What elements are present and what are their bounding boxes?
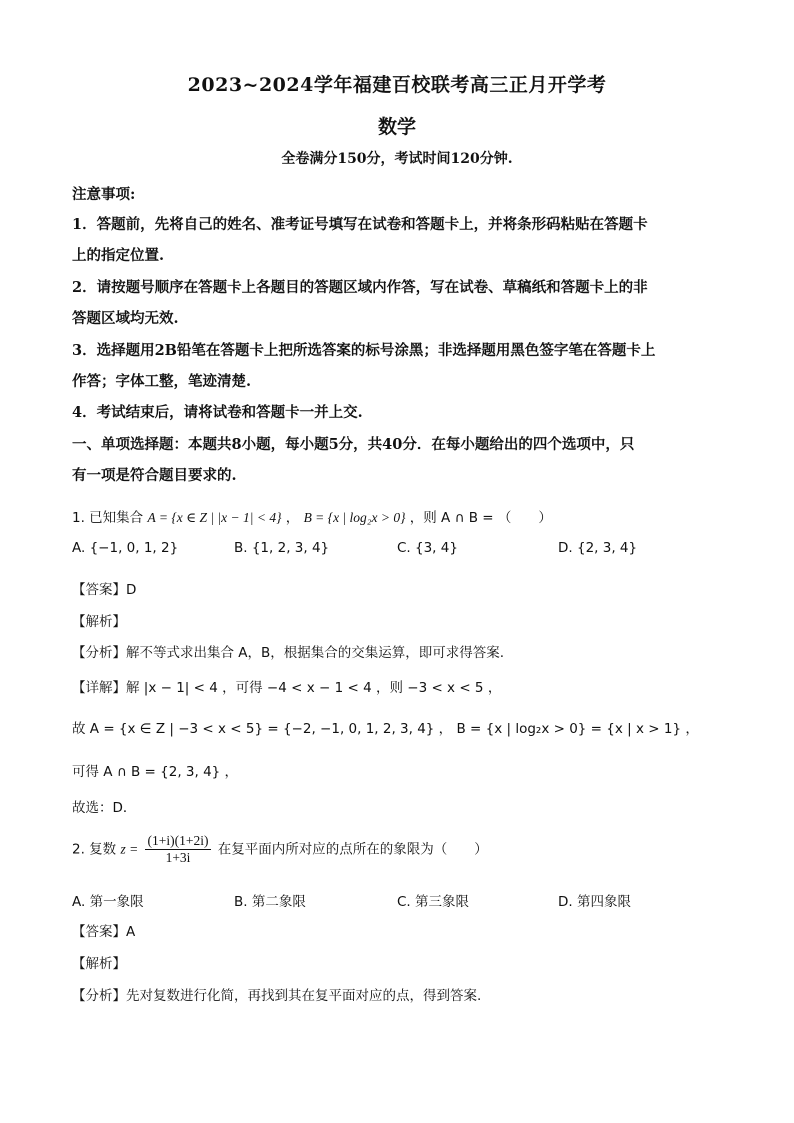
q2-option-b: B. 第二象限 <box>234 894 306 910</box>
q2-jiexi-label: 【解析】 <box>72 956 126 972</box>
q1-analysis: 【分析】解不等式求出集合 A，B，根据集合的交集运算，即可求得答案. <box>72 645 505 661</box>
q1-option-a: A. {−1, 0, 1, 2} <box>72 540 179 556</box>
note-3-line-1: 3．选择题用2B铅笔在答题卡上把所选答案的标号涂黑；非选择题用黑色签字笔在答题卡上 <box>72 342 656 359</box>
q2-prefix: 2. 复数 <box>72 841 117 858</box>
q1-detail-2: 故 A = {x ∈ Z | −3 < x < 5} = {−2, −1, 0, 1, 2, 3, 4} ， B = {x | log₂x > 0} = {x | x > 1} ， <box>72 721 699 737</box>
q2-fraction-numerator: (1+i)(1+2i) <box>145 833 212 850</box>
notes-heading: 注意事项: <box>72 186 136 203</box>
q1-suffix: ，则 A ∩ B = （ ） <box>409 510 552 526</box>
q2-fraction <box>145 833 212 866</box>
q2-z: z = <box>120 841 139 857</box>
q1-detail-4: 故选：D． <box>72 800 137 816</box>
q2-option-d: D. 第四象限 <box>558 894 631 910</box>
question-1-stem: 1. 已知集合 A = {x ∈ Z | |x − 1| < 4} ， B = {x | log₂x > 0} ，则 A ∩ B = （ ） <box>72 510 552 526</box>
q1-detail-3: 可得 A ∩ B = {2, 3, 4} ， <box>72 764 239 780</box>
exam-title: 2023~2024学年福建百校联考高三正月开学考 <box>187 74 607 96</box>
q1-set-b: B = {x | log₂x > 0} <box>303 510 406 525</box>
note-1-line-1: 1．答题前，先将自己的姓名、准考证号填写在试卷和答题卡上，并将条形码粘贴在答题卡 <box>72 216 648 233</box>
note-2-line-1: 2．请按题号顺序在答题卡上各题目的答题区域内作答，写在试卷、草稿纸和答题卡上的非 <box>72 279 648 296</box>
question-2-stem <box>72 833 722 866</box>
q1-set-a: A = {x ∈ Z | |x − 1| < 4} <box>147 510 282 525</box>
note-2-line-2: 答题区域均无效. <box>72 310 179 327</box>
subject-title: 数学 <box>377 116 416 138</box>
q1-answer: 【答案】D <box>72 582 137 598</box>
q1-prefix: 1. 已知集合 <box>72 510 144 526</box>
q1-detail-1: 【详解】解 |x − 1| < 4 ，可得 −4 < x − 1 < 4 ，则 −3 < x < 5 ， <box>72 680 502 696</box>
q2-analysis: 【分析】先对复数进行化简，再找到其在复平面对应的点，得到答案. <box>72 988 482 1004</box>
note-1-line-2: 上的指定位置. <box>72 247 165 264</box>
section-heading-line-2: 有一项是符合题目要求的. <box>72 467 237 484</box>
exam-info: 全卷满分150分，考试时间120分钟. <box>281 151 513 167</box>
note-3-line-2: 作答；字体工整，笔迹清楚. <box>72 373 252 390</box>
section-heading-line-1: 一、单项选择题：本题共8小题，每小题5分，共40分．在每小题给出的四个选项中，只 <box>72 436 635 453</box>
note-4: 4．考试结束后，请将试卷和答题卡一并上交. <box>72 404 363 421</box>
q2-suffix: 在复平面内所对应的点所在的象限为（ ） <box>217 841 488 858</box>
q2-option-a: A. 第一象限 <box>72 894 144 910</box>
q1-option-b: B. {1, 2, 3, 4} <box>234 540 330 556</box>
q1-option-d: D. {2, 3, 4} <box>558 540 638 556</box>
q2-fraction-denominator: 1+3i <box>165 850 191 865</box>
q2-answer: 【答案】A <box>72 924 136 940</box>
q2-option-c: C. 第三象限 <box>397 894 470 910</box>
q1-option-c: C. {3, 4} <box>397 540 458 556</box>
q1-jiexi-label: 【解析】 <box>72 614 126 630</box>
